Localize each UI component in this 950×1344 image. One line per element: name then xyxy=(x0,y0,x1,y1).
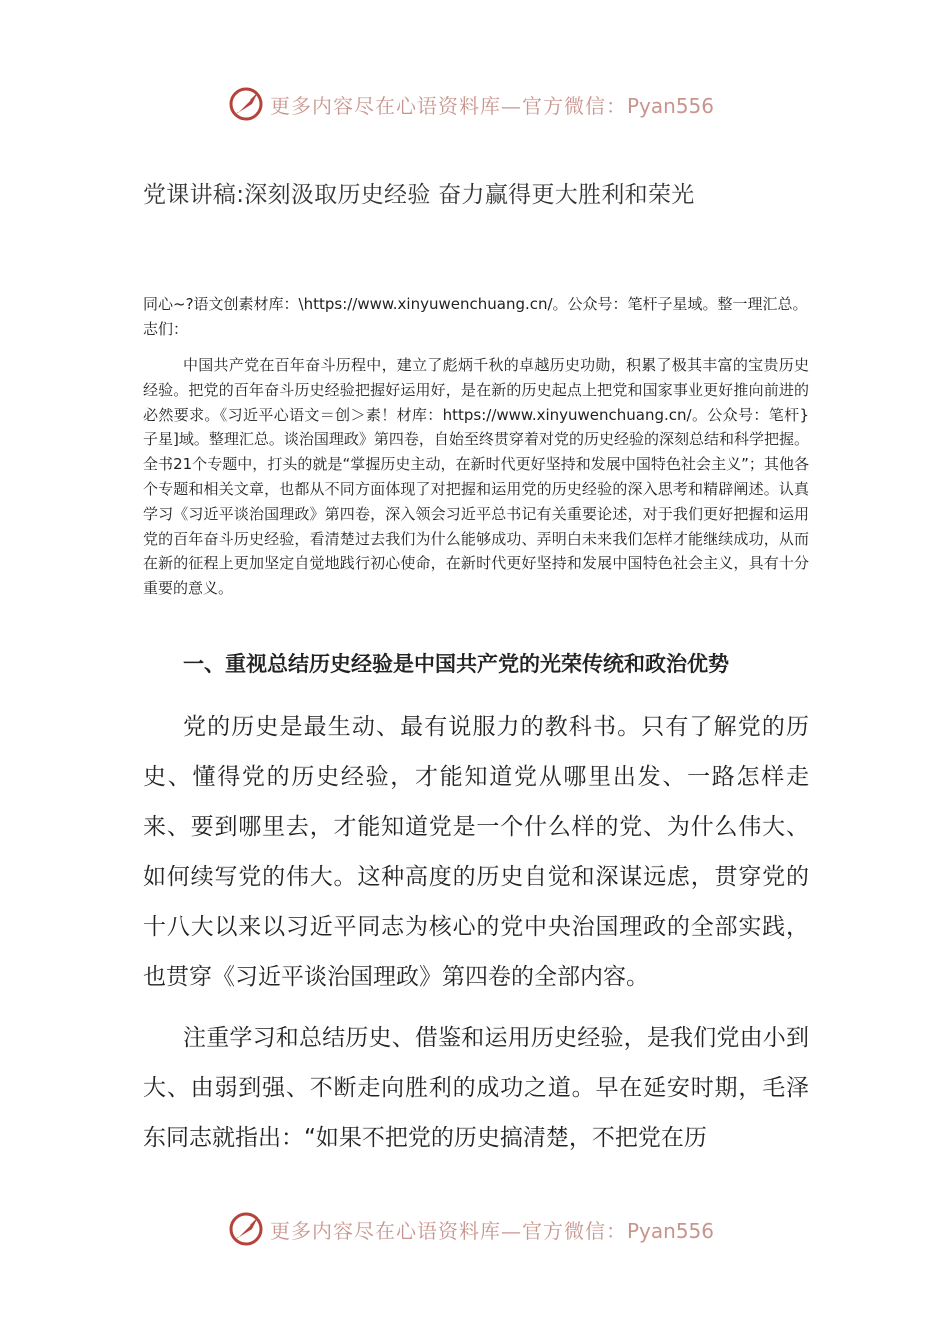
intro-line: 同心~?语文创素材库：\https://www.xinyuwenchuang.cn/。公众号：笔杆子星域。整一理汇总。志们： xyxy=(143,295,808,338)
section-heading: 一、重视总结历史经验是中国共产党的光荣传统和政治优势 xyxy=(183,652,729,676)
quill-logo-icon xyxy=(228,1211,264,1247)
quill-logo-icon xyxy=(228,86,264,122)
wechat-handle: Pyan556 xyxy=(627,1218,715,1243)
intro-paragraph: 中国共产党在百年奋斗历程中，建立了彪炳千秋的卓越历史功勋，积累了极其丰富的宝贵历史经验。把党的百年奋斗历史经验把握好运用好，是在新的历史起点上把党和国家事业更好推向前进的必然要求。《习近平心语文＝创＞素！材库：https://www.xinyuwenchuang.cn/。公众号：笔杆}子星]域。整理汇总。谈治国理政》第四卷，自始至终贯穿着对党的历史经验的深刻总结和科学把握。全书21个专题中，打头的就是“掌握历史主动，在新时代更好坚持和发展中国特色社会主义”；其他各个专题和相关文章，也都从不同方面体现了对把握和运用党的历史经验的深入思考和精辟阐述。认真学习《习近平谈治国理政》第四卷，深入领会习近平总书记有关重要论述，对于我们更好把握和运用党的百年奋斗历史经验，看清楚过去我们为什么能够成功、弄明白未来我们怎样才能继续成功，从而在新的征程上更加坚定自觉地践行初心使命，在新时代更好坚持和发展中国特色社会主义，具有十分重要的意义。 xyxy=(143,356,809,598)
banner-text: 更多内容尽在心语资料库—官方微信：Pyan556 xyxy=(270,1218,715,1243)
footer-watermark-banner xyxy=(228,1207,748,1251)
banner-text: 更多内容尽在心语资料库—官方微信：Pyan556 xyxy=(270,93,715,118)
header-watermark-banner xyxy=(228,82,748,126)
body-paragraph-2: 注重学习和总结历史、借鉴和运用历史经验，是我们党由小到大、由弱到强、不断走向胜利的成功之道。早在延安时期，毛泽东同志就指出：“如果不把党的历史搞清楚，不把党在历 xyxy=(143,1025,809,1151)
page-title: 党课讲稿:深刻汲取历史经验 奋力赢得更大胜利和荣光 xyxy=(143,182,695,208)
wechat-handle: Pyan556 xyxy=(627,93,715,118)
body-paragraph-1: 党的历史是最生动、最有说服力的教科书。只有了解党的历史、懂得党的历史经验，才能知道党从哪里出发、一路怎样走来、要到哪里去，才能知道党是一个什么样的党、为什么伟大、如何续写党的伟大。这种高度的历史自觉和深谋远虑，贯穿党的十八大以来以习近平同志为核心的党中央治国理政的全部实践，也贯穿《习近平谈治国理政》第四卷的全部内容。 xyxy=(143,714,809,990)
